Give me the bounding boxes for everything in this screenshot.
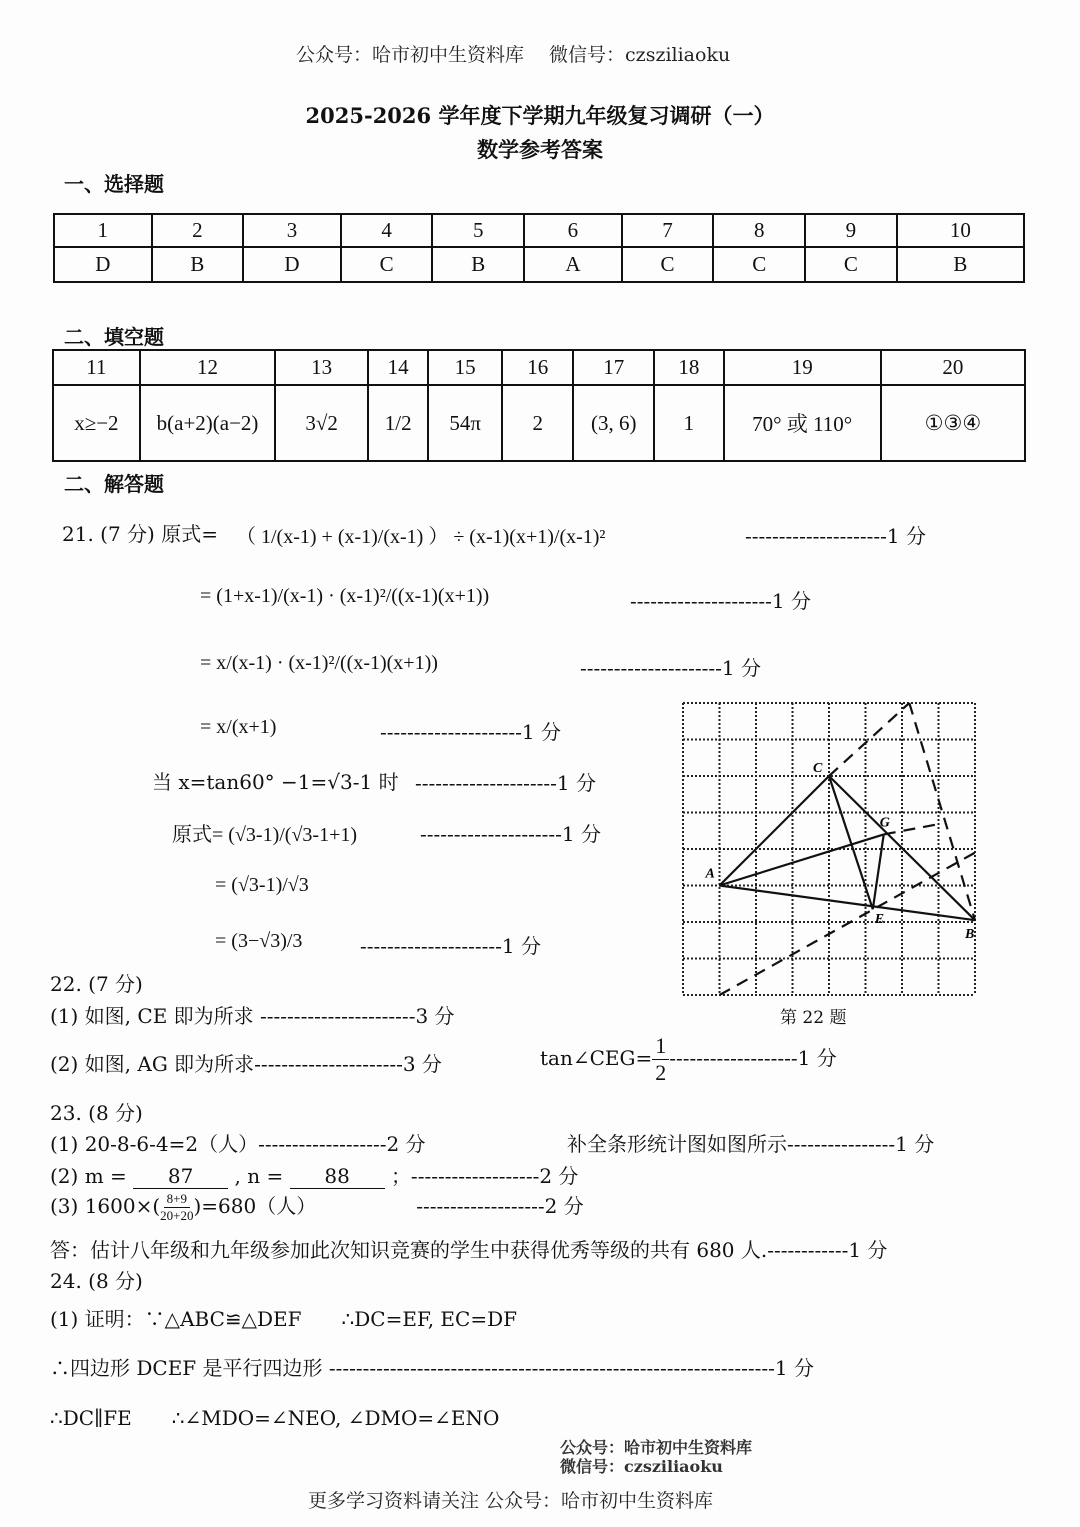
table-cell: 8 bbox=[713, 214, 805, 247]
table-cell: 14 bbox=[368, 350, 428, 385]
table-cell: 12 bbox=[140, 350, 276, 385]
q21-step6: 原式= (√3-1)/(√3-1+1) bbox=[172, 824, 358, 846]
table-cell: D bbox=[54, 247, 152, 282]
q21-step2: = (1+x-1)/(x-1) · (x-1)²/((x-1)(x+1)) bbox=[200, 585, 490, 607]
table-cell: 1 bbox=[654, 385, 723, 461]
q21-substitution: 当 x=tan60° −1=√3-1 时 bbox=[152, 770, 399, 794]
q22-grid-figure bbox=[675, 695, 985, 1005]
segment-ab bbox=[720, 886, 976, 921]
page-header: 公众号：哈市初中生资料库 微信号：czsziliaoku bbox=[296, 44, 731, 66]
q23-part3: (3) 1600×( $\frac{8+9}{20+20}$ )=680（人） -------------------2 分 bbox=[50, 1191, 584, 1223]
q21-step8: = (3−√3)/3 bbox=[215, 930, 303, 952]
q23-part2: (2) m = 87 , n = 88 ；-------------------2 分 bbox=[50, 1164, 579, 1188]
document-subtitle: 数学参考答案 bbox=[477, 137, 603, 162]
section-choice-heading: 一、选择题 bbox=[64, 172, 164, 196]
table-cell: 70° 或 110° bbox=[724, 385, 881, 461]
table-cell: (3, 6) bbox=[573, 385, 654, 461]
table-cell: 7 bbox=[622, 214, 714, 247]
table-cell: C bbox=[341, 247, 433, 282]
q21-step4: = x/(x+1) bbox=[200, 716, 277, 738]
q21-score-step4: ---------------------1 分 bbox=[380, 720, 561, 744]
document-title: 2025-2026 学年度下学期九年级复习调研（一） bbox=[305, 103, 775, 128]
point-label-b: B bbox=[965, 927, 975, 943]
table-cell: 5 bbox=[432, 214, 524, 247]
point-label-e: E bbox=[874, 912, 885, 928]
q21-heading: 21. (7 分) 原式= bbox=[62, 522, 218, 546]
section-solution-heading: 二、解答题 bbox=[64, 472, 164, 496]
q23-answer: 答：估计八年级和九年级参加此次知识竞赛的学生中获得优秀等级的共有 680 人.------------1 分 bbox=[50, 1238, 888, 1262]
section-fill-heading: 二、填空题 bbox=[64, 325, 164, 349]
table-cell: 6 bbox=[524, 214, 622, 247]
table-cell: C bbox=[713, 247, 805, 282]
dashed-construction-line bbox=[884, 823, 942, 834]
table-cell: 9 bbox=[805, 214, 897, 247]
table-cell: 3 bbox=[243, 214, 341, 247]
dashed-construction-line bbox=[829, 703, 909, 776]
table-cell: 18 bbox=[654, 350, 723, 385]
table-cell: x≥−2 bbox=[53, 385, 140, 461]
table-cell: 3√2 bbox=[275, 385, 368, 461]
table-cell: B bbox=[432, 247, 524, 282]
q23-part1-chart: 补全条形统计图如图所示----------------1 分 bbox=[567, 1132, 935, 1156]
q22-part1: (1) 如图, CE 即为所求 -----------------------3 分 bbox=[50, 1004, 455, 1028]
table-cell: 15 bbox=[428, 350, 502, 385]
q21-score-step3: ---------------------1 分 bbox=[580, 656, 761, 680]
choice-answer-table bbox=[53, 213, 1025, 283]
point-label-a: A bbox=[705, 866, 715, 882]
table-cell: 19 bbox=[724, 350, 881, 385]
q21-score-step6: ---------------------1 分 bbox=[420, 822, 601, 846]
q21-step7: = (√3-1)/√3 bbox=[215, 874, 309, 896]
table-cell: 17 bbox=[573, 350, 654, 385]
table-cell: C bbox=[622, 247, 714, 282]
table-cell: 2 bbox=[152, 214, 244, 247]
table-cell: 11 bbox=[53, 350, 140, 385]
table-cell: 4 bbox=[341, 214, 433, 247]
point-label-g: G bbox=[879, 815, 890, 831]
q23-part1: (1) 20-8-6-4=2（人）-------------------2 分 bbox=[50, 1132, 426, 1156]
watermark bbox=[560, 1438, 752, 1476]
table-cell: A bbox=[524, 247, 622, 282]
q21-score-step8: ---------------------1 分 bbox=[360, 934, 541, 958]
q21-score-step1: ---------------------1 分 bbox=[745, 524, 926, 548]
table-cell: 54π bbox=[428, 385, 502, 461]
q22-part2: (2) 如图, AG 即为所求----------------------3 分 bbox=[50, 1052, 442, 1076]
table-cell: 1/2 bbox=[368, 385, 428, 461]
table-cell: C bbox=[805, 247, 897, 282]
watermark-line: 公众号：哈市初中生资料库 bbox=[560, 1438, 753, 1457]
segment-ge bbox=[873, 834, 884, 909]
q22-part3: tan∠CEG= $\frac{1}{2}$ -------------------1 分 bbox=[540, 1033, 837, 1085]
q21-score-step2: ---------------------1 分 bbox=[630, 589, 811, 613]
table-cell: D bbox=[243, 247, 341, 282]
q21-step3: = x/(x-1) · (x-1)²/((x-1)(x+1)) bbox=[200, 652, 438, 674]
q24-part3: ∴DC∥FE ∴∠MDO=∠NEO, ∠DMO=∠ENO bbox=[50, 1406, 500, 1430]
table-cell: 20 bbox=[881, 350, 1025, 385]
table-cell: ①③④ bbox=[881, 385, 1025, 461]
q24-part1: (1) 证明：∵△ABC≌△DEF ∴DC=EF, EC=DF bbox=[50, 1307, 518, 1331]
table-cell: b(a+2)(a−2) bbox=[140, 385, 276, 461]
page-footer: 更多学习资料请关注 公众号：哈市初中生资料库 bbox=[308, 1490, 714, 1512]
table-cell: B bbox=[897, 247, 1024, 282]
figure-caption: 第 22 题 bbox=[780, 1008, 847, 1028]
table-cell: 1 bbox=[54, 214, 152, 247]
q23-heading: 23. (8 分) bbox=[50, 1101, 143, 1125]
watermark-line: 微信号：czsziliaoku bbox=[560, 1457, 723, 1476]
table-cell: 2 bbox=[502, 385, 573, 461]
fill-answer-table bbox=[52, 349, 1026, 462]
q24-heading: 24. (8 分) bbox=[50, 1269, 143, 1293]
q21-score-step5: ---------------------1 分 bbox=[415, 771, 596, 795]
q21-step1: （ 1/(x-1) + (x-1)/(x-1) ） ÷ (x-1)(x+1)/(x-1)² bbox=[236, 526, 606, 548]
q22-heading: 22. (7 分) bbox=[50, 972, 143, 996]
q24-part2: ∴四边形 DCEF 是平行四边形 ------------------------------------------------------------------1 分 bbox=[50, 1356, 814, 1380]
table-cell: B bbox=[152, 247, 244, 282]
table-cell: 13 bbox=[275, 350, 368, 385]
table-cell: 10 bbox=[897, 214, 1024, 247]
point-label-c: C bbox=[813, 761, 823, 776]
table-cell: 16 bbox=[502, 350, 573, 385]
